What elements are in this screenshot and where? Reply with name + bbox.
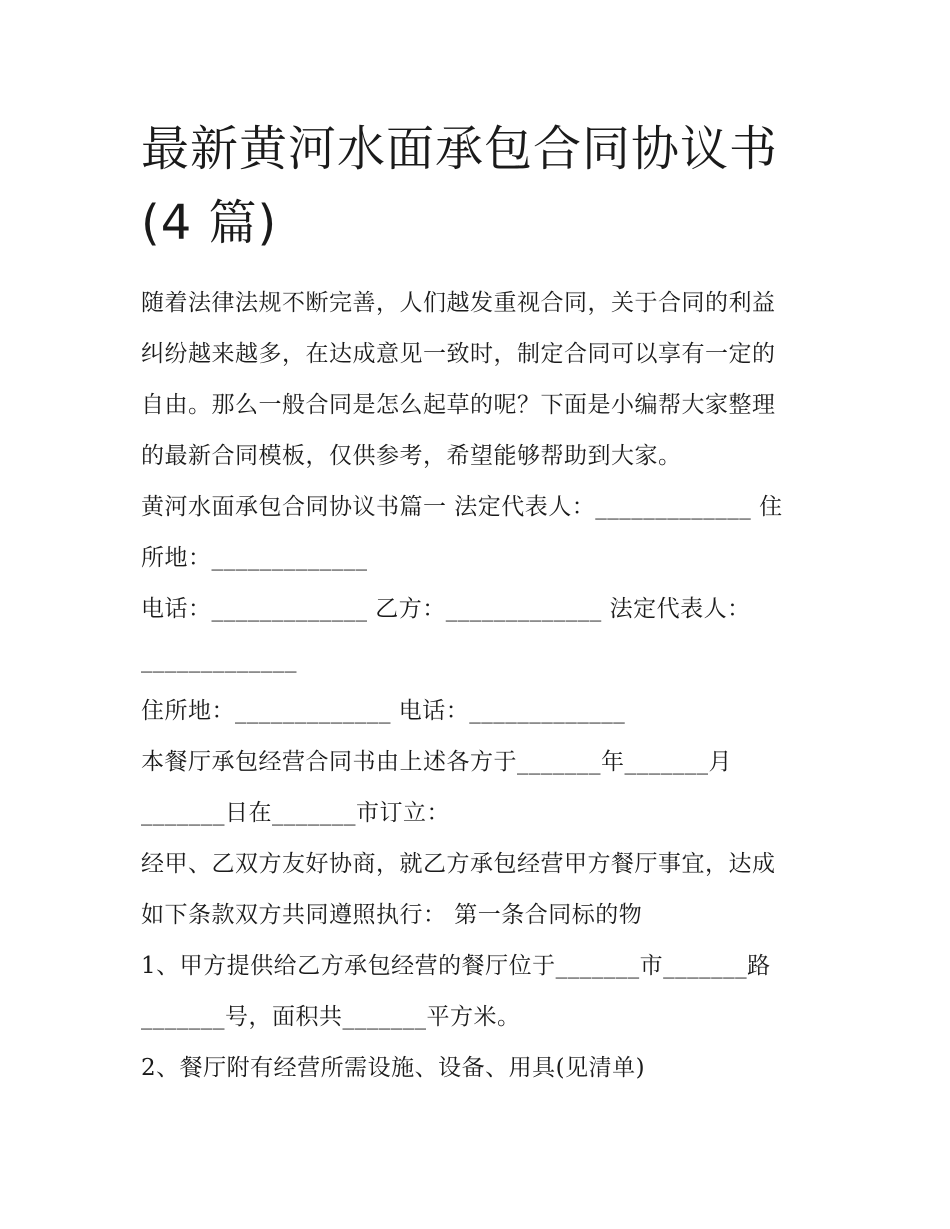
text-line: 所地：_____________	[141, 545, 368, 571]
text-line: 纠纷越来越多，在达成意见一致时，制定合同可以享有一定的	[141, 341, 776, 367]
title-line: 最新黄河水面承包合同协议书	[141, 121, 779, 177]
text-line: 黄河水面承包合同协议书篇一 法定代表人：_____________ 住	[141, 494, 783, 520]
party-b-address-paragraph	[141, 686, 816, 737]
text-line: 住所地：_____________ 电话：_____________	[141, 698, 626, 724]
text-line: 2、餐厅附有经营所需设施、设备、用具(见清单)	[141, 1055, 646, 1081]
title-line: (4 篇)	[141, 195, 278, 251]
document-page	[141, 112, 816, 1094]
text-line: 本餐厅承包经营合同书由上述各方于_______年_______月	[141, 749, 732, 775]
text-line: 如下条款双方共同遵照执行： 第一条合同标的物	[141, 902, 643, 928]
clause-1-paragraph	[141, 941, 816, 1043]
text-line: 1、甲方提供给乙方承包经营的餐厅位于_______市_______路	[141, 953, 771, 979]
intro-paragraph	[141, 278, 816, 482]
text-line: 的最新合同模板，仅供参考，希望能够帮助到大家。	[141, 443, 682, 469]
text-line: _______日在_______市订立：	[141, 800, 450, 826]
text-line: _____________	[141, 647, 297, 673]
signing-date-paragraph	[141, 737, 816, 839]
clause-2-paragraph	[141, 1043, 816, 1094]
text-line: 随着法律法规不断完善，人们越发重视合同，关于合同的利益	[141, 290, 776, 316]
text-line: 经甲、乙双方友好协商，就乙方承包经营甲方餐厅事宜，达成	[141, 851, 776, 877]
text-line: 自由。那么一般合同是怎么起草的呢？下面是小编帮大家整理	[141, 392, 776, 418]
agreement-paragraph	[141, 839, 816, 941]
text-line: 电话：_____________ 乙方：_____________ 法定代表人：	[141, 596, 751, 622]
party-a-paragraph	[141, 482, 816, 584]
text-line: _______号，面积共_______平方米。	[141, 1004, 521, 1030]
document-title	[141, 112, 816, 260]
party-b-paragraph	[141, 584, 816, 686]
